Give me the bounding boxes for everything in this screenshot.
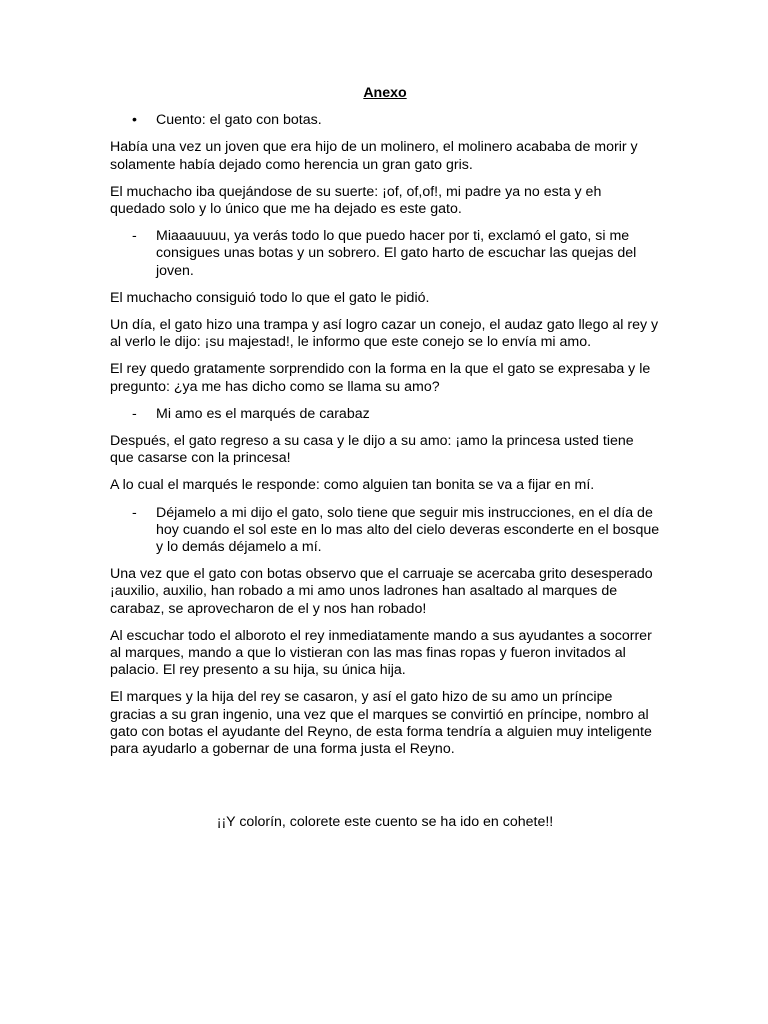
paragraph-4: Un día, el gato hizo una trampa y así logro cazar un conejo, el audaz gato llego al rey y al verlo le dijo: ¡su majestad!, le informo que este conejo se lo envía mi amo. (110, 317, 659, 351)
dialogue-item-1 (110, 228, 660, 280)
dash-icon: - (132, 228, 137, 245)
paragraph-6: Después, el gato regreso a su casa y le dijo a su amo: ¡amo la princesa usted tiene que casarse con la princesa! (110, 433, 634, 467)
bullet-text: Cuento: el gato con botas. (156, 112, 322, 129)
dash-icon: - (132, 504, 137, 521)
dialogue-item-2 (110, 406, 660, 423)
dialogue-text-2: Mi amo es el marqués de carabaz (156, 405, 370, 422)
paragraph-1: Había una vez un joven que era hijo de un molinero, el molinero acababa de morir y solamente había dejado como herencia un gran gato gris. (110, 139, 638, 173)
paragraph-10: El marques y la hija del rey se casaron, y así el gato hizo de su amo un príncipe gracias a su gran ingenio, una vez que el marques se convirtió en príncipe, nombro al gato con botas el ayudante del Reyno, de esta forma tendría a alguien muy inteligente para ayudarlo a gobernar de una forma justa el Reyno. (110, 689, 652, 758)
paragraph-9: Al escuchar todo el alboroto el rey inmediatamente mando a sus ayudantes a socorrer al marques, mando a que lo vistieran con las mas finas ropas y fueron invitados al palacio. El rey presento a su hija, su única hija. (110, 627, 652, 679)
bullet-item (110, 112, 660, 129)
dialogue-text-1: Miaaauuuu, ya verás todo lo que puedo hacer por ti, exclamó el gato, si me consigues unas botas y un sobrero. El gato harto de escuchar las quejas del joven. (156, 228, 637, 279)
paragraph-5: El rey quedo gratamente sorprendido con la forma en la que el gato se expresaba y le pregunto: ¿ya me has dicho como se llama su amo? (110, 361, 651, 395)
dash-icon: - (132, 405, 137, 422)
paragraph-8: Una vez que el gato con botas observo que el carruaje se acercaba grito desesperado ¡auxilio, auxilio, han robado a mi amo unos ladrones han asaltado al marques de carabaz, se aprovecharon de el y nos han robado! (110, 566, 653, 617)
dialogue-text-3: Déjamelo a mi dijo el gato, solo tiene que seguir mis instrucciones, en el día de hoy cuando el sol este en lo mas alto del cielo deveras esconderte en el bosque y lo demás déjamelo a mí. (156, 504, 660, 556)
bullet-icon: • (132, 112, 137, 129)
paragraph-3: El muchacho consiguió todo lo que el gato le pidió. (110, 289, 430, 306)
paragraph-2: El muchacho iba quejándose de su suerte: ¡of, of,of!, mi padre ya no esta y eh quedado solo y lo único que me ha dejado es este gato. (110, 183, 602, 218)
closing-line: ¡¡Y colorín, colorete este cuento se ha ido en cohete!! (216, 814, 554, 831)
dialogue-item-3 (110, 505, 660, 557)
page-title: Anexo (363, 85, 407, 101)
document-page (110, 85, 660, 832)
paragraph-7: A lo cual el marqués le responde: como alguien tan bonita se va a fijar en mí. (110, 477, 595, 494)
